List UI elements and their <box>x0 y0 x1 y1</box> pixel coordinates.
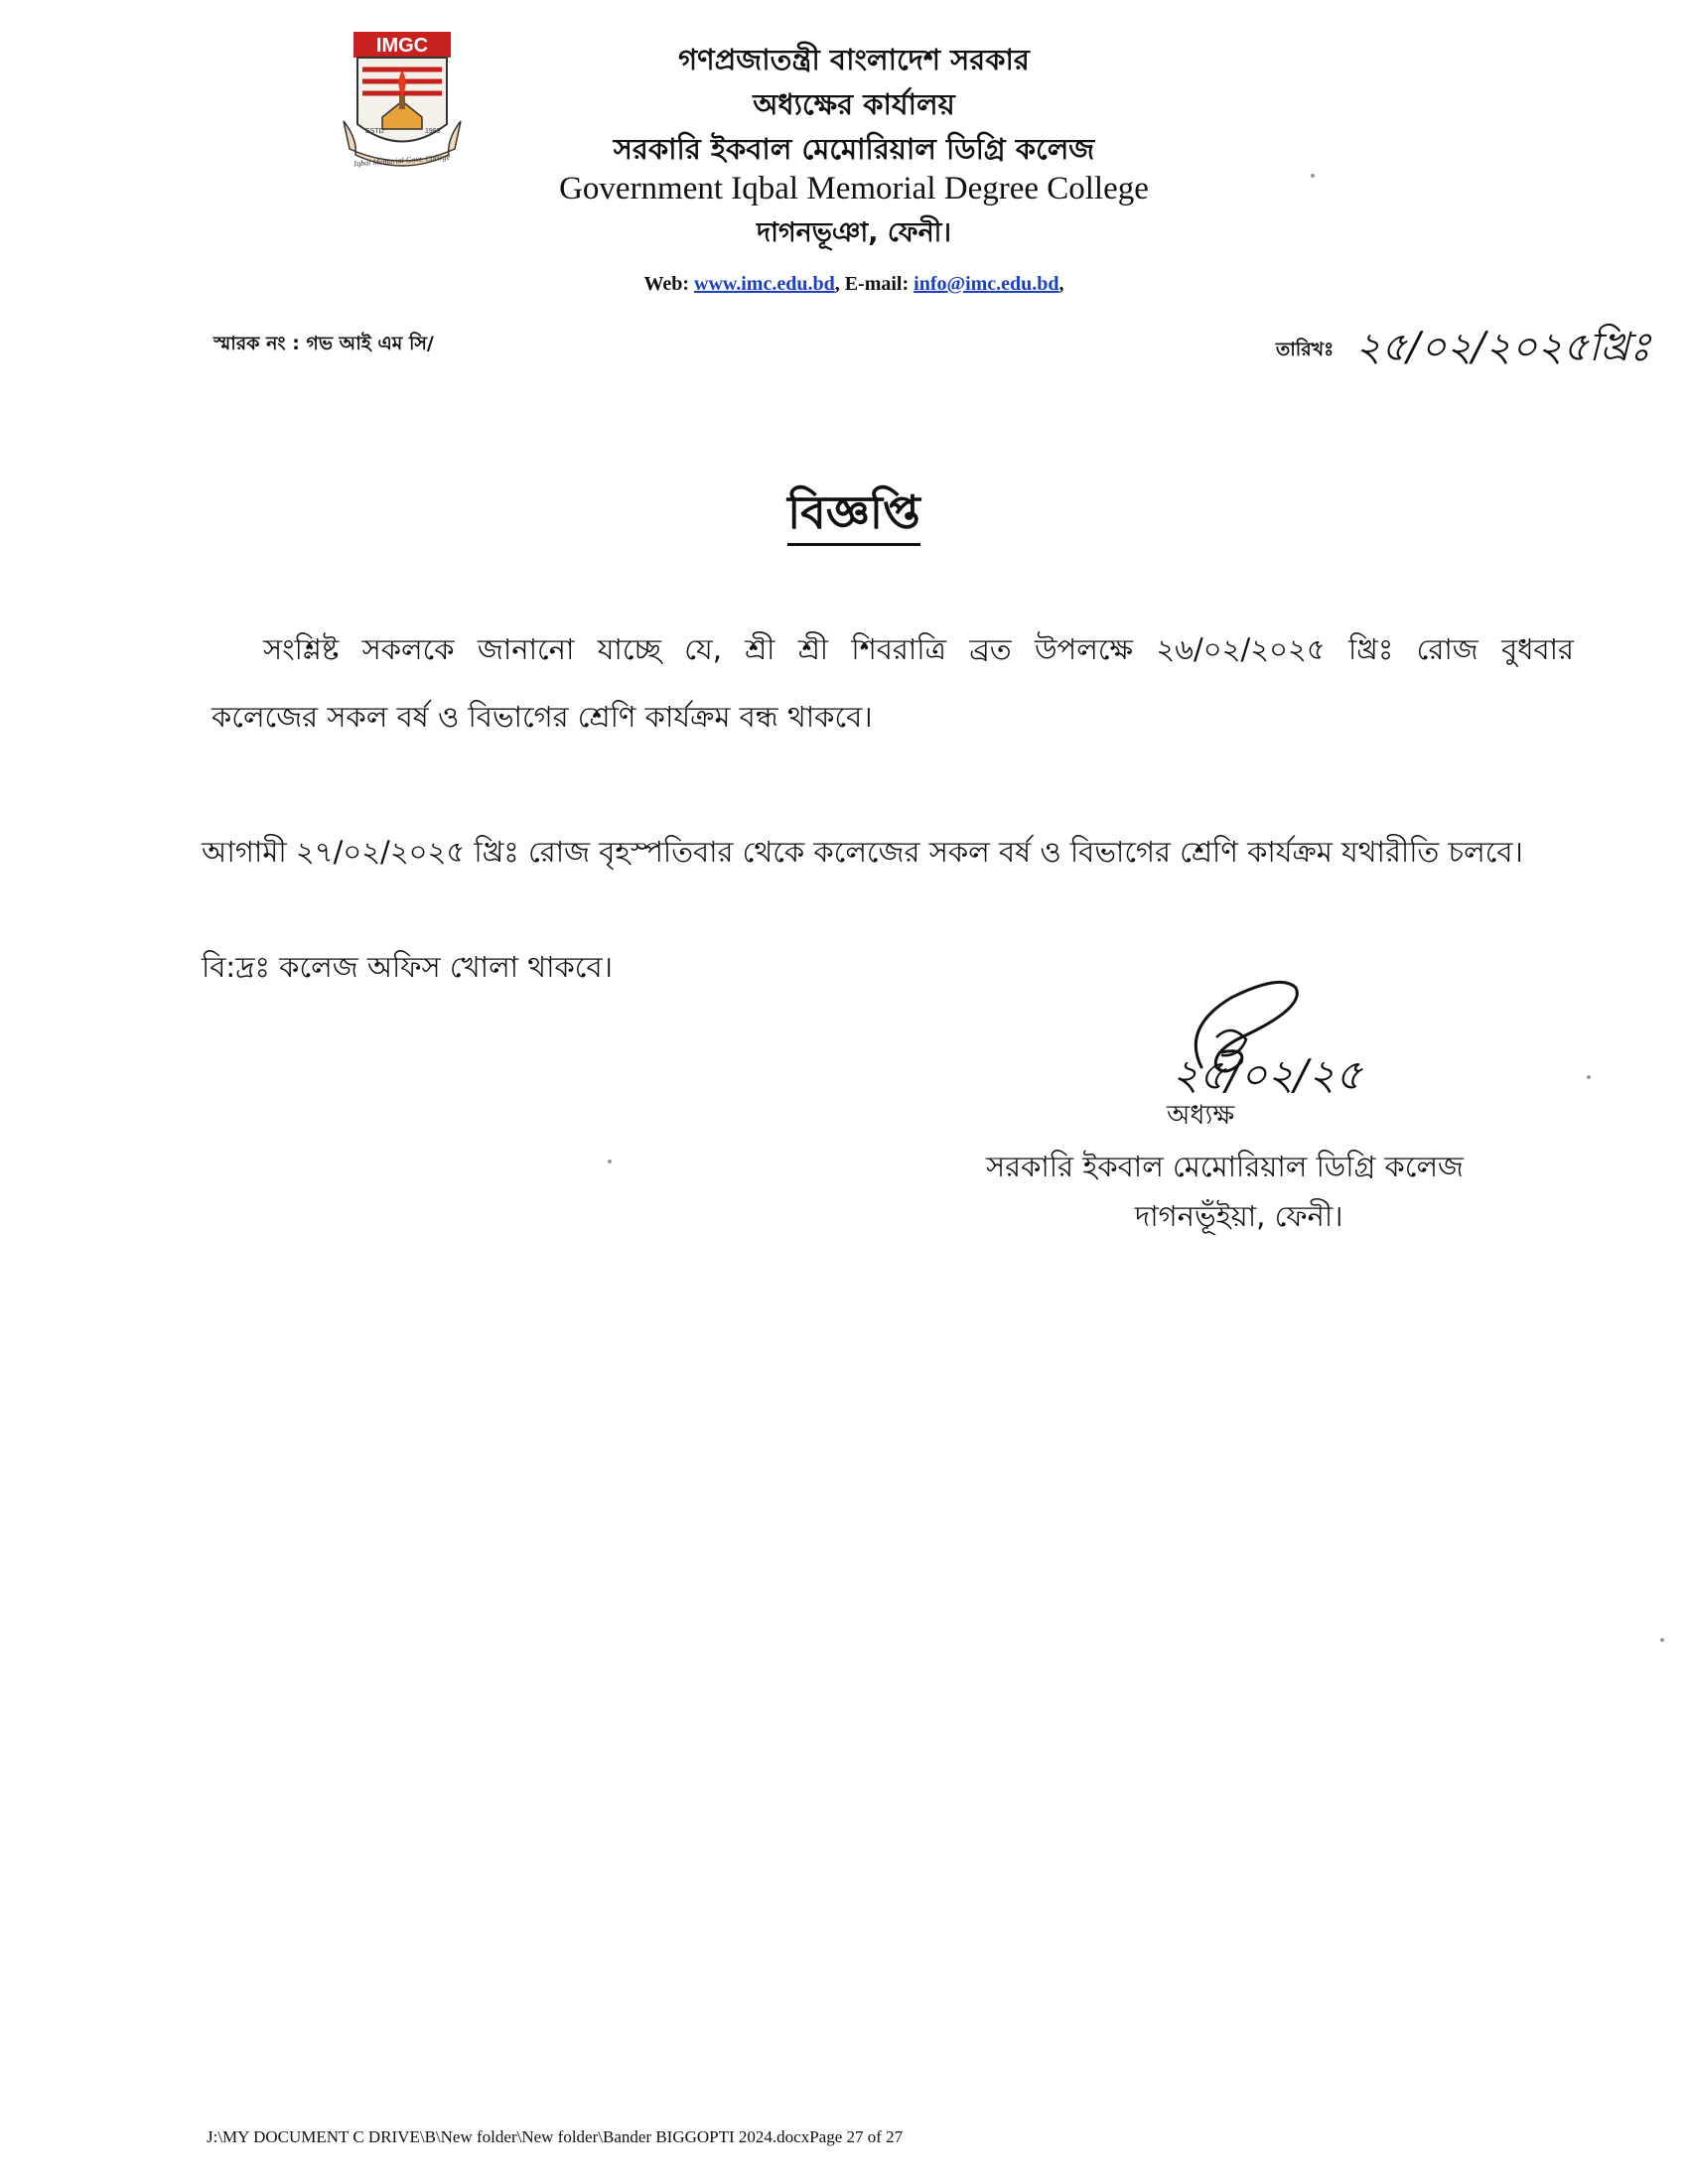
logo-acronym: IMGC <box>375 35 429 57</box>
header-location: দাগনভূঞা, ফেনী। <box>756 217 952 248</box>
scan-speck <box>608 1160 612 1163</box>
scan-speck <box>1311 174 1315 178</box>
notice-paragraph-2: আগামী ২৭/০২/২০২৫ খ্রিঃ রোজ বৃহস্পতিবার থেকে কলেজের সকল বর্ষ ও বিভাগের শ্রেণি কার্যক্রম যথারীতি চলবে। <box>202 835 1523 869</box>
scan-speck <box>1660 1638 1664 1642</box>
signature-date: ২৫/০২/২৫ <box>1172 1050 1363 1099</box>
date-handwritten: ২৫/০২/২০২৫খ্রিঃ <box>1355 325 1651 370</box>
signatory-location: দাগনভূঁইয়া, ফেনী। <box>1135 1199 1343 1233</box>
email-link[interactable]: info@imc.edu.bd <box>914 273 1059 295</box>
notice-title-text: বিজ্ঞপ্তি <box>787 485 920 546</box>
email-label: , E-mail: <box>834 273 910 295</box>
website-link[interactable]: www.imc.edu.bd <box>694 273 835 295</box>
signatory-institution: সরকারি ইকবাল মেমোরিয়াল ডিগ্রি কলেজ <box>986 1150 1464 1183</box>
date-label: তারিখঃ <box>1276 339 1335 360</box>
scan-speck <box>1587 1075 1591 1079</box>
notice-paragraph-1-line-1: সংশ্লিষ্ট সকলকে জানানো যাচ্ছে যে, শ্রী শ্রী শিবরাত্রি ব্রত উপলক্ষে ২৬/০২/২০২৫ খ্রিঃ রোজ বুধবার <box>263 632 1574 666</box>
footer-file-path: J:\MY DOCUMENT C DRIVE\B\New folder\New folder\Bander BIGGOPTI 2024.docxPage 27 of 27 <box>207 2127 904 2146</box>
signatory-designation: অধ্যক্ষ <box>1167 1100 1235 1131</box>
header-contact: Web: www.imc.edu.bd, E-mail: info@imc.edu.bd, <box>643 273 1064 295</box>
header-college-en: Government Iqbal Memorial Degree College <box>559 171 1149 206</box>
web-label: Web: <box>643 273 689 295</box>
memo-number: স্মারক নং : গভ আই এম সি/ <box>213 333 434 354</box>
notice-title <box>0 478 1688 554</box>
svg-text:ESTD: ESTD <box>365 128 384 135</box>
svg-text:1983: 1983 <box>425 128 441 135</box>
notice-note: বি:দ্রঃ কলেজ অফিস খোলা থাকবে। <box>202 950 613 984</box>
header-office: অধ্যক্ষের কার্যালয় <box>753 87 955 121</box>
header-college-bn: সরকারি ইকবাল মেমোরিয়াল ডিগ্রি কলেজ <box>613 132 1095 166</box>
logo-ribbon-text: Iqbal Memorial Govt. College <box>353 152 451 169</box>
notice-paragraph-1-line-2: কলেজের সকল বর্ষ ও বিভাগের শ্রেণি কার্যক্রম বন্ধ থাকবে। <box>211 700 873 734</box>
header-government: গণপ্রজাতন্ত্রী বাংলাদেশ সরকার <box>678 43 1030 76</box>
